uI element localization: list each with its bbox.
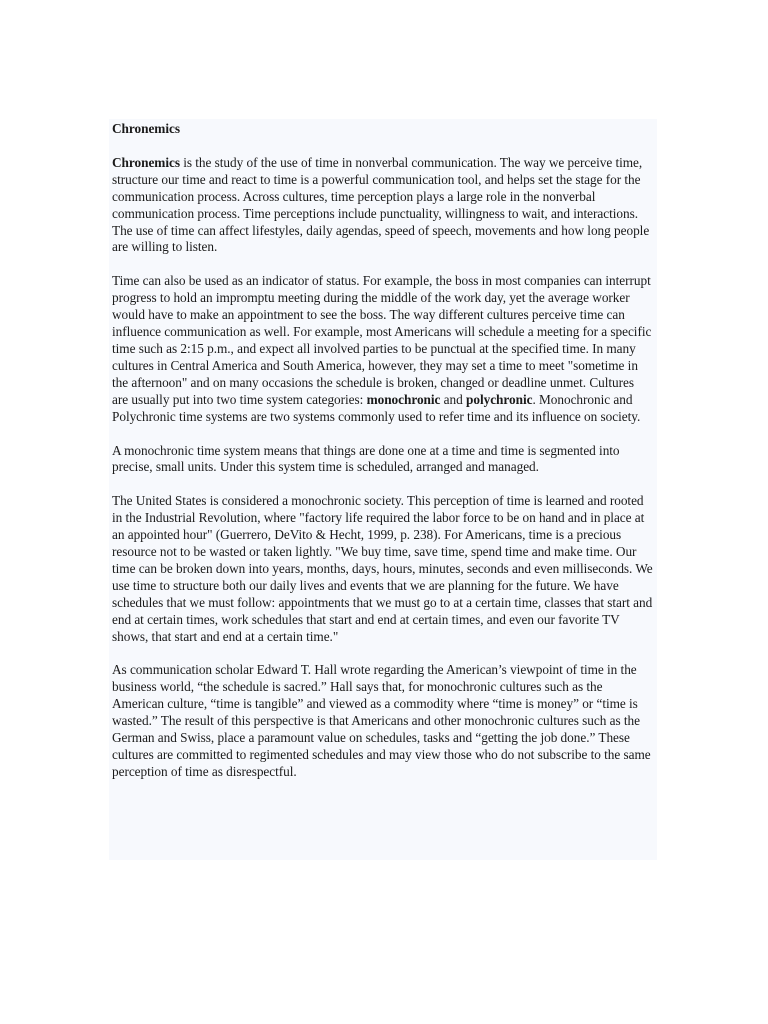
document-title: Chronemics — [112, 121, 180, 136]
document-text-block — [109, 119, 657, 860]
paragraph-status-text-end: . Monochronic and Polychronic time systems are two systems commonly used to refer time and its influence on society. — [112, 391, 641, 424]
paragraph-definition — [112, 155, 653, 256]
paragraph-status-connector: and — [440, 391, 467, 407]
paragraph-edward-hall — [112, 662, 653, 780]
paragraph-definition-text: is the study of the use of time in nonverbal communication. The way we perceive time, structure our time and react to time is a powerful communication tool, and helps set the stage for the communication process. Across cultures, time perception plays a large role in the nonverbal communication process. Time perceptions include punctuality, willingness to wait, and interactions. The use of time can affect lifestyles, daily agendas, speed of speech, movements and how long people are willing to listen. — [112, 154, 650, 255]
paragraph-monochronic-system-text: A monochronic time system means that things are done one at a time and time is segmented into precise, small units. Under this system time is scheduled, arranged and managed. — [112, 442, 620, 475]
term-chronemics: Chronemics — [112, 154, 180, 170]
paragraph-united-states — [112, 493, 653, 645]
paragraph-status — [112, 273, 653, 425]
term-polychronic: polychronic — [466, 391, 533, 407]
paragraph-status-text: Time can also be used as an indicator of status. For example, the boss in most companies can interrupt progress to hold an impromptu meeting during the middle of the work day, yet the average worker would have to make an appointment to see the boss. The way different cultures perceive time can influence communication as well. For example, most Americans will schedule a meeting for a specific time such as 2:15 p.m., and expect all involved parties to be punctual at the specified time. In many cultures in Central America and South America, however, they may set a time to meet "sometime in the afternoon" and on many occasions the schedule is broken, changed or deadline unmet. Cultures are usually put into two time system categories: — [112, 273, 652, 407]
paragraph-edward-hall-text: As communication scholar Edward T. Hall wrote regarding the American’s viewpoint of time in the business world, “the schedule is sacred.” Hall says that, for monochronic cultures such as the American culture, “time is tangible” and viewed as a commodity where “time is money” or “time is wasted.” The result of this perspective is that Americans and other monochronic cultures such as the German and Swiss, place a paramount value on schedules, tasks and “getting the job done.” These cultures are committed to regimented schedules and may view those who do not subscribe to the same perception of time as disrespectful. — [112, 662, 651, 779]
paragraph-united-states-text: The United States is considered a monochronic society. This perception of time is learned and rooted in the Industrial Revolution, where "factory life required the labor force to be on hand and in place at an appointed hour" (Guerrero, DeVito & Hecht, 1999, p. 238). For Americans, time is a precious resource not to be wasted or taken lightly. "We buy time, save time, spend time and make time. Our time can be broken down into years, months, days, hours, minutes, seconds and even milliseconds. We use time to structure both our daily lives and events that we are planning for the future. We have schedules that we must follow: appointments that we must go to at a certain time, classes that start and end at certain times, work schedules that start and end at certain times, and even our favorite TV shows, that start and end at a certain time." — [112, 493, 653, 644]
term-monochronic: monochronic — [366, 391, 441, 407]
paragraph-monochronic-system — [112, 443, 653, 477]
